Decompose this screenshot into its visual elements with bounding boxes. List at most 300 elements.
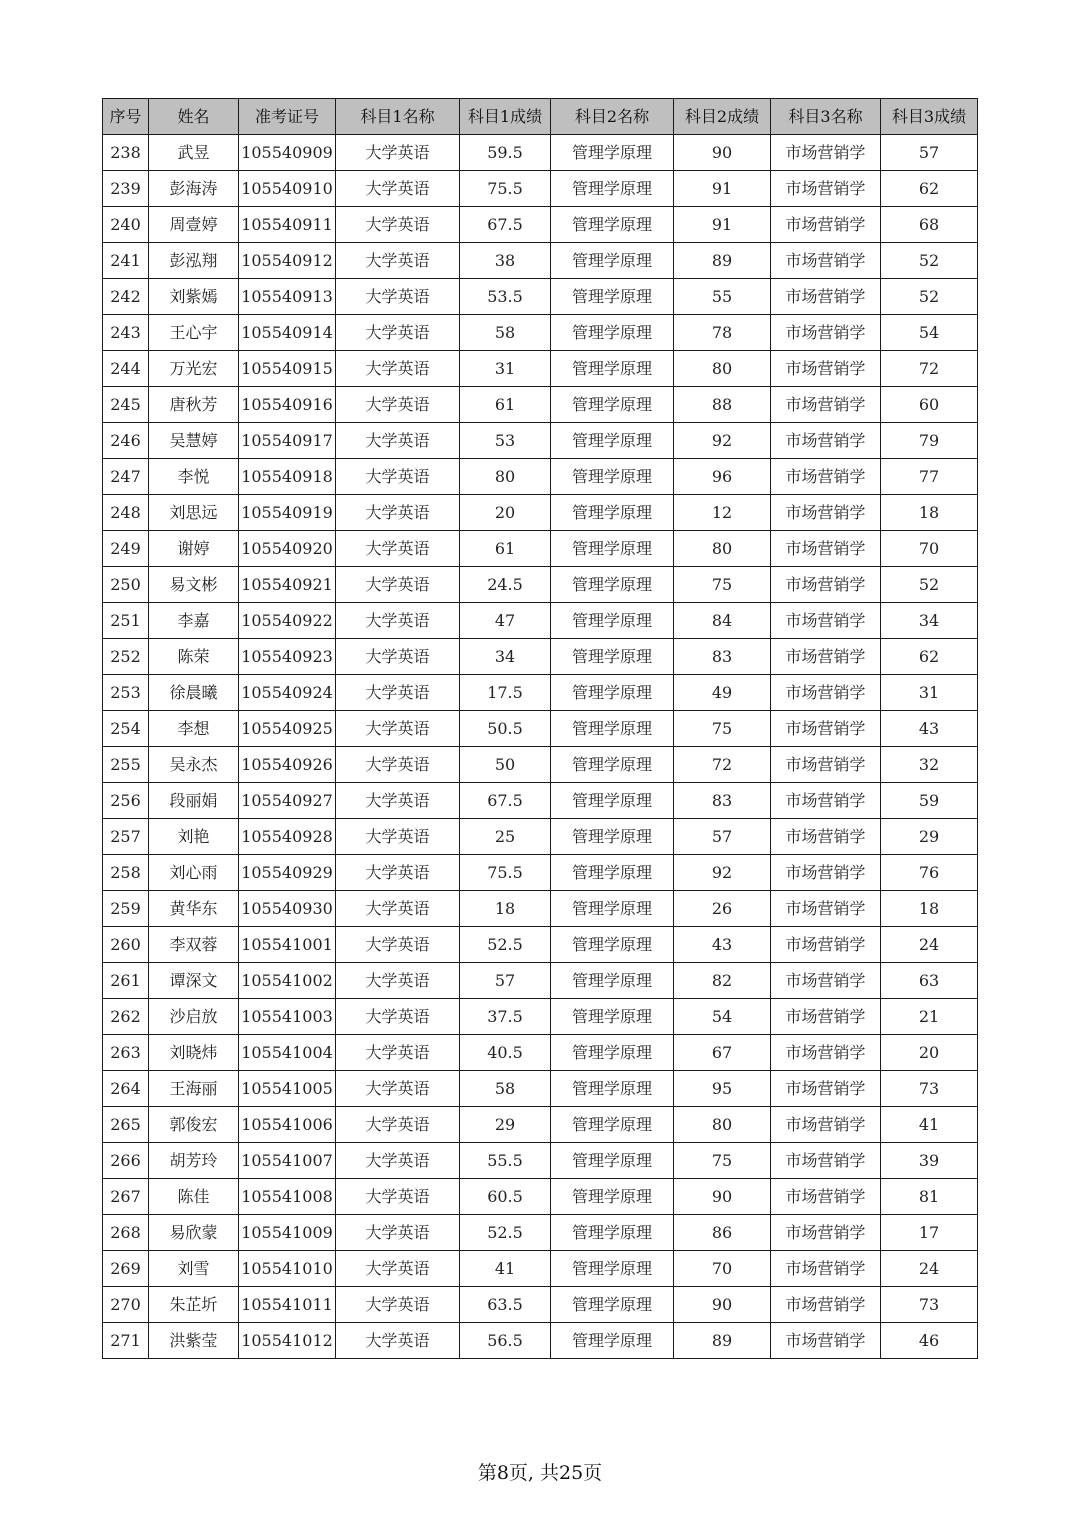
cell-subject3-name: 市场营销学 (771, 1143, 881, 1179)
cell-seq: 251 (103, 603, 149, 639)
score-table (102, 98, 978, 1359)
cell-name: 易文彬 (149, 567, 239, 603)
cell-name: 刘思远 (149, 495, 239, 531)
cell-seq: 242 (103, 279, 149, 315)
cell-seq: 246 (103, 423, 149, 459)
cell-name: 吴慧婷 (149, 423, 239, 459)
cell-subject1-score: 38 (460, 243, 551, 279)
header-subject2-score: 科目2成绩 (674, 99, 771, 135)
cell-subject2-name: 管理学原理 (551, 243, 674, 279)
cell-subject1-name: 大学英语 (336, 387, 460, 423)
cell-subject1-score: 53.5 (460, 279, 551, 315)
cell-subject1-name: 大学英语 (336, 999, 460, 1035)
cell-exam-id: 105540929 (239, 855, 336, 891)
cell-subject3-score: 41 (881, 1107, 978, 1143)
table-row (103, 819, 978, 855)
cell-subject3-name: 市场营销学 (771, 1179, 881, 1215)
cell-exam-id: 105541002 (239, 963, 336, 999)
cell-subject1-name: 大学英语 (336, 351, 460, 387)
cell-subject2-score: 90 (674, 1287, 771, 1323)
cell-subject2-name: 管理学原理 (551, 783, 674, 819)
cell-subject3-name: 市场营销学 (771, 1323, 881, 1359)
cell-exam-id: 105541005 (239, 1071, 336, 1107)
cell-subject2-score: 70 (674, 1251, 771, 1287)
cell-name: 李嘉 (149, 603, 239, 639)
cell-seq: 260 (103, 927, 149, 963)
cell-exam-id: 105540909 (239, 135, 336, 171)
cell-subject1-name: 大学英语 (336, 603, 460, 639)
cell-subject3-name: 市场营销学 (771, 279, 881, 315)
cell-subject1-name: 大学英语 (336, 1179, 460, 1215)
cell-subject2-name: 管理学原理 (551, 1215, 674, 1251)
cell-subject2-name: 管理学原理 (551, 747, 674, 783)
cell-subject3-score: 18 (881, 495, 978, 531)
cell-exam-id: 105540922 (239, 603, 336, 639)
cell-subject1-name: 大学英语 (336, 135, 460, 171)
table-row (103, 279, 978, 315)
cell-subject3-score: 62 (881, 171, 978, 207)
cell-subject3-name: 市场营销学 (771, 1071, 881, 1107)
cell-subject2-name: 管理学原理 (551, 459, 674, 495)
cell-subject1-name: 大学英语 (336, 567, 460, 603)
cell-subject3-score: 52 (881, 279, 978, 315)
cell-subject2-name: 管理学原理 (551, 207, 674, 243)
table-row (103, 207, 978, 243)
cell-seq: 243 (103, 315, 149, 351)
cell-subject3-name: 市场营销学 (771, 963, 881, 999)
cell-name: 徐晨曦 (149, 675, 239, 711)
cell-subject2-name: 管理学原理 (551, 819, 674, 855)
table-row (103, 1215, 978, 1251)
cell-subject1-score: 55.5 (460, 1143, 551, 1179)
cell-subject3-score: 62 (881, 639, 978, 675)
cell-exam-id: 105540915 (239, 351, 336, 387)
cell-subject3-score: 24 (881, 927, 978, 963)
cell-subject1-name: 大学英语 (336, 1287, 460, 1323)
cell-seq: 238 (103, 135, 149, 171)
cell-subject2-score: 12 (674, 495, 771, 531)
cell-seq: 241 (103, 243, 149, 279)
cell-subject3-score: 54 (881, 315, 978, 351)
cell-subject2-name: 管理学原理 (551, 531, 674, 567)
cell-exam-id: 105541008 (239, 1179, 336, 1215)
cell-exam-id: 105540925 (239, 711, 336, 747)
cell-exam-id: 105540910 (239, 171, 336, 207)
cell-subject1-name: 大学英语 (336, 171, 460, 207)
cell-seq: 263 (103, 1035, 149, 1071)
cell-subject3-score: 57 (881, 135, 978, 171)
cell-subject1-score: 18 (460, 891, 551, 927)
cell-subject3-name: 市场营销学 (771, 603, 881, 639)
cell-subject1-name: 大学英语 (336, 243, 460, 279)
cell-subject3-score: 63 (881, 963, 978, 999)
cell-subject3-score: 81 (881, 1179, 978, 1215)
table-row (103, 639, 978, 675)
cell-subject1-name: 大学英语 (336, 855, 460, 891)
cell-subject1-score: 40.5 (460, 1035, 551, 1071)
header-subject2-name: 科目2名称 (551, 99, 674, 135)
cell-seq: 239 (103, 171, 149, 207)
cell-exam-id: 105540924 (239, 675, 336, 711)
cell-subject3-score: 18 (881, 891, 978, 927)
cell-subject1-score: 25 (460, 819, 551, 855)
cell-name: 武昱 (149, 135, 239, 171)
cell-exam-id: 105541001 (239, 927, 336, 963)
cell-subject2-score: 75 (674, 1143, 771, 1179)
header-name: 姓名 (149, 99, 239, 135)
cell-subject1-name: 大学英语 (336, 495, 460, 531)
cell-exam-id: 105541007 (239, 1143, 336, 1179)
cell-subject3-name: 市场营销学 (771, 855, 881, 891)
cell-subject1-score: 75.5 (460, 171, 551, 207)
cell-subject3-name: 市场营销学 (771, 1251, 881, 1287)
cell-subject2-name: 管理学原理 (551, 1071, 674, 1107)
header-subject1-name: 科目1名称 (336, 99, 460, 135)
cell-subject2-score: 89 (674, 1323, 771, 1359)
cell-subject2-name: 管理学原理 (551, 675, 674, 711)
cell-subject2-score: 91 (674, 171, 771, 207)
table-row (103, 387, 978, 423)
table-row (103, 1251, 978, 1287)
table-row (103, 999, 978, 1035)
cell-subject1-name: 大学英语 (336, 675, 460, 711)
cell-subject3-score: 59 (881, 783, 978, 819)
cell-subject2-score: 84 (674, 603, 771, 639)
table-row (103, 135, 978, 171)
cell-name: 王海丽 (149, 1071, 239, 1107)
cell-subject1-score: 58 (460, 315, 551, 351)
cell-exam-id: 105540916 (239, 387, 336, 423)
table-row (103, 747, 978, 783)
cell-name: 谢婷 (149, 531, 239, 567)
cell-subject1-name: 大学英语 (336, 531, 460, 567)
table-row (103, 675, 978, 711)
table-row (103, 855, 978, 891)
table-row (103, 243, 978, 279)
cell-name: 谭深文 (149, 963, 239, 999)
cell-subject2-score: 43 (674, 927, 771, 963)
cell-exam-id: 105541010 (239, 1251, 336, 1287)
cell-exam-id: 105540926 (239, 747, 336, 783)
cell-subject1-name: 大学英语 (336, 1251, 460, 1287)
cell-subject1-score: 57 (460, 963, 551, 999)
cell-name: 郭俊宏 (149, 1107, 239, 1143)
cell-subject3-score: 60 (881, 387, 978, 423)
cell-subject1-score: 52.5 (460, 1215, 551, 1251)
cell-subject3-name: 市场营销学 (771, 387, 881, 423)
table-row (103, 783, 978, 819)
cell-exam-id: 105540918 (239, 459, 336, 495)
cell-subject3-score: 34 (881, 603, 978, 639)
cell-subject2-score: 55 (674, 279, 771, 315)
cell-exam-id: 105540914 (239, 315, 336, 351)
cell-subject2-score: 54 (674, 999, 771, 1035)
cell-exam-id: 105540911 (239, 207, 336, 243)
cell-subject1-name: 大学英语 (336, 315, 460, 351)
cell-subject1-name: 大学英语 (336, 891, 460, 927)
table-row (103, 459, 978, 495)
cell-seq: 264 (103, 1071, 149, 1107)
cell-subject1-score: 50.5 (460, 711, 551, 747)
cell-name: 彭泓翔 (149, 243, 239, 279)
cell-subject1-score: 17.5 (460, 675, 551, 711)
cell-exam-id: 105540920 (239, 531, 336, 567)
cell-subject1-name: 大学英语 (336, 1323, 460, 1359)
cell-subject2-name: 管理学原理 (551, 171, 674, 207)
cell-subject1-name: 大学英语 (336, 783, 460, 819)
cell-exam-id: 105541004 (239, 1035, 336, 1071)
cell-exam-id: 105540921 (239, 567, 336, 603)
table-row (103, 567, 978, 603)
cell-name: 刘雪 (149, 1251, 239, 1287)
table-row (103, 171, 978, 207)
cell-subject2-name: 管理学原理 (551, 315, 674, 351)
table-row (103, 963, 978, 999)
table-row (103, 351, 978, 387)
cell-subject3-name: 市场营销学 (771, 1215, 881, 1251)
cell-subject3-score: 76 (881, 855, 978, 891)
cell-subject2-score: 57 (674, 819, 771, 855)
cell-subject1-name: 大学英语 (336, 639, 460, 675)
cell-subject1-score: 63.5 (460, 1287, 551, 1323)
cell-exam-id: 105540928 (239, 819, 336, 855)
cell-name: 李双蓉 (149, 927, 239, 963)
cell-subject3-score: 70 (881, 531, 978, 567)
header-subject3-score: 科目3成绩 (881, 99, 978, 135)
table-body (103, 135, 978, 1359)
cell-seq: 247 (103, 459, 149, 495)
cell-subject3-score: 20 (881, 1035, 978, 1071)
cell-subject2-score: 80 (674, 531, 771, 567)
cell-subject1-score: 47 (460, 603, 551, 639)
cell-exam-id: 105540917 (239, 423, 336, 459)
table-row (103, 1071, 978, 1107)
cell-subject3-score: 32 (881, 747, 978, 783)
cell-name: 吴永杰 (149, 747, 239, 783)
cell-seq: 256 (103, 783, 149, 819)
table-row (103, 495, 978, 531)
cell-subject1-score: 52.5 (460, 927, 551, 963)
cell-subject3-score: 73 (881, 1287, 978, 1323)
table-row (103, 1179, 978, 1215)
cell-subject2-score: 86 (674, 1215, 771, 1251)
cell-exam-id: 105540930 (239, 891, 336, 927)
table-row (103, 1287, 978, 1323)
cell-subject3-score: 17 (881, 1215, 978, 1251)
cell-subject1-score: 75.5 (460, 855, 551, 891)
cell-subject1-name: 大学英语 (336, 1035, 460, 1071)
cell-subject2-name: 管理学原理 (551, 495, 674, 531)
cell-subject3-score: 21 (881, 999, 978, 1035)
cell-name: 沙启放 (149, 999, 239, 1035)
cell-subject2-score: 89 (674, 243, 771, 279)
cell-subject1-score: 31 (460, 351, 551, 387)
cell-subject1-name: 大学英语 (336, 1143, 460, 1179)
cell-subject3-name: 市场营销学 (771, 531, 881, 567)
header-seq: 序号 (103, 99, 149, 135)
cell-seq: 254 (103, 711, 149, 747)
cell-subject1-score: 20 (460, 495, 551, 531)
table-row (103, 603, 978, 639)
cell-subject3-score: 29 (881, 819, 978, 855)
cell-subject2-score: 90 (674, 1179, 771, 1215)
cell-subject2-name: 管理学原理 (551, 1143, 674, 1179)
cell-subject3-score: 73 (881, 1071, 978, 1107)
cell-name: 彭海涛 (149, 171, 239, 207)
cell-seq: 248 (103, 495, 149, 531)
cell-name: 刘晓炜 (149, 1035, 239, 1071)
cell-subject1-score: 67.5 (460, 783, 551, 819)
cell-subject2-score: 96 (674, 459, 771, 495)
table-row (103, 1107, 978, 1143)
cell-subject2-score: 90 (674, 135, 771, 171)
cell-subject2-name: 管理学原理 (551, 999, 674, 1035)
cell-seq: 268 (103, 1215, 149, 1251)
cell-subject1-score: 53 (460, 423, 551, 459)
cell-subject1-name: 大学英语 (336, 423, 460, 459)
header-subject1-score: 科目1成绩 (460, 99, 551, 135)
cell-subject3-score: 77 (881, 459, 978, 495)
cell-subject3-name: 市场营销学 (771, 1107, 881, 1143)
cell-subject2-score: 75 (674, 567, 771, 603)
cell-subject2-name: 管理学原理 (551, 1251, 674, 1287)
cell-subject1-name: 大学英语 (336, 963, 460, 999)
cell-seq: 267 (103, 1179, 149, 1215)
cell-seq: 259 (103, 891, 149, 927)
cell-subject3-name: 市场营销学 (771, 315, 881, 351)
cell-subject1-score: 56.5 (460, 1323, 551, 1359)
cell-subject2-name: 管理学原理 (551, 855, 674, 891)
cell-subject2-score: 80 (674, 351, 771, 387)
cell-subject2-score: 92 (674, 423, 771, 459)
cell-seq: 249 (103, 531, 149, 567)
cell-subject2-score: 83 (674, 783, 771, 819)
cell-subject2-name: 管理学原理 (551, 135, 674, 171)
cell-subject2-name: 管理学原理 (551, 1287, 674, 1323)
cell-subject1-score: 61 (460, 387, 551, 423)
cell-subject2-score: 95 (674, 1071, 771, 1107)
cell-exam-id: 105541006 (239, 1107, 336, 1143)
cell-subject1-score: 67.5 (460, 207, 551, 243)
cell-seq: 250 (103, 567, 149, 603)
cell-subject1-name: 大学英语 (336, 1107, 460, 1143)
cell-exam-id: 105540927 (239, 783, 336, 819)
table-row (103, 1143, 978, 1179)
cell-subject2-name: 管理学原理 (551, 1179, 674, 1215)
table-row (103, 1323, 978, 1359)
cell-seq: 258 (103, 855, 149, 891)
cell-subject2-name: 管理学原理 (551, 639, 674, 675)
cell-subject1-name: 大学英语 (336, 459, 460, 495)
cell-subject3-name: 市场营销学 (771, 891, 881, 927)
cell-subject2-name: 管理学原理 (551, 279, 674, 315)
cell-seq: 244 (103, 351, 149, 387)
cell-subject1-name: 大学英语 (336, 711, 460, 747)
table-row (103, 531, 978, 567)
cell-subject3-name: 市场营销学 (771, 639, 881, 675)
cell-subject2-score: 72 (674, 747, 771, 783)
cell-seq: 257 (103, 819, 149, 855)
cell-seq: 252 (103, 639, 149, 675)
table-row (103, 927, 978, 963)
cell-name: 洪紫莹 (149, 1323, 239, 1359)
cell-subject3-score: 52 (881, 243, 978, 279)
cell-seq: 245 (103, 387, 149, 423)
cell-subject3-name: 市场营销学 (771, 675, 881, 711)
cell-subject1-name: 大学英语 (336, 1071, 460, 1107)
cell-name: 易欣蒙 (149, 1215, 239, 1251)
cell-subject2-name: 管理学原理 (551, 711, 674, 747)
table-row (103, 1035, 978, 1071)
cell-name: 周壹婷 (149, 207, 239, 243)
cell-subject2-name: 管理学原理 (551, 891, 674, 927)
cell-subject2-score: 75 (674, 711, 771, 747)
cell-seq: 266 (103, 1143, 149, 1179)
cell-subject3-score: 68 (881, 207, 978, 243)
cell-subject1-score: 41 (460, 1251, 551, 1287)
cell-subject3-name: 市场营销学 (771, 351, 881, 387)
page-footer: 第8页, 共25页 (477, 1462, 603, 1484)
cell-subject1-score: 37.5 (460, 999, 551, 1035)
cell-subject2-name: 管理学原理 (551, 387, 674, 423)
cell-subject2-score: 88 (674, 387, 771, 423)
cell-seq: 271 (103, 1323, 149, 1359)
cell-name: 刘紫嫣 (149, 279, 239, 315)
table-row (103, 423, 978, 459)
cell-subject3-score: 43 (881, 711, 978, 747)
cell-subject1-score: 58 (460, 1071, 551, 1107)
cell-subject2-score: 92 (674, 855, 771, 891)
cell-seq: 240 (103, 207, 149, 243)
cell-exam-id: 105540912 (239, 243, 336, 279)
cell-exam-id: 105541009 (239, 1215, 336, 1251)
cell-subject1-name: 大学英语 (336, 927, 460, 963)
cell-subject2-name: 管理学原理 (551, 567, 674, 603)
cell-subject3-name: 市场营销学 (771, 567, 881, 603)
cell-seq: 270 (103, 1287, 149, 1323)
cell-subject2-score: 26 (674, 891, 771, 927)
cell-subject3-score: 24 (881, 1251, 978, 1287)
table-row (103, 711, 978, 747)
cell-name: 胡芳玲 (149, 1143, 239, 1179)
cell-exam-id: 105540923 (239, 639, 336, 675)
cell-subject2-name: 管理学原理 (551, 423, 674, 459)
cell-seq: 269 (103, 1251, 149, 1287)
cell-subject1-score: 59.5 (460, 135, 551, 171)
cell-seq: 262 (103, 999, 149, 1035)
cell-subject3-name: 市场营销学 (771, 135, 881, 171)
cell-subject2-name: 管理学原理 (551, 1035, 674, 1071)
cell-subject2-score: 83 (674, 639, 771, 675)
header-subject3-name: 科目3名称 (771, 99, 881, 135)
cell-subject3-name: 市场营销学 (771, 243, 881, 279)
cell-subject1-name: 大学英语 (336, 279, 460, 315)
cell-subject3-name: 市场营销学 (771, 783, 881, 819)
header-exam-id: 准考证号 (239, 99, 336, 135)
cell-subject1-score: 29 (460, 1107, 551, 1143)
cell-subject3-name: 市场营销学 (771, 459, 881, 495)
cell-name: 陈佳 (149, 1179, 239, 1215)
cell-subject1-score: 24.5 (460, 567, 551, 603)
cell-subject2-score: 67 (674, 1035, 771, 1071)
cell-subject3-name: 市场营销学 (771, 747, 881, 783)
cell-subject3-score: 46 (881, 1323, 978, 1359)
cell-subject1-name: 大学英语 (336, 819, 460, 855)
cell-subject1-name: 大学英语 (336, 207, 460, 243)
cell-subject2-score: 82 (674, 963, 771, 999)
cell-subject1-score: 61 (460, 531, 551, 567)
cell-name: 唐秋芳 (149, 387, 239, 423)
